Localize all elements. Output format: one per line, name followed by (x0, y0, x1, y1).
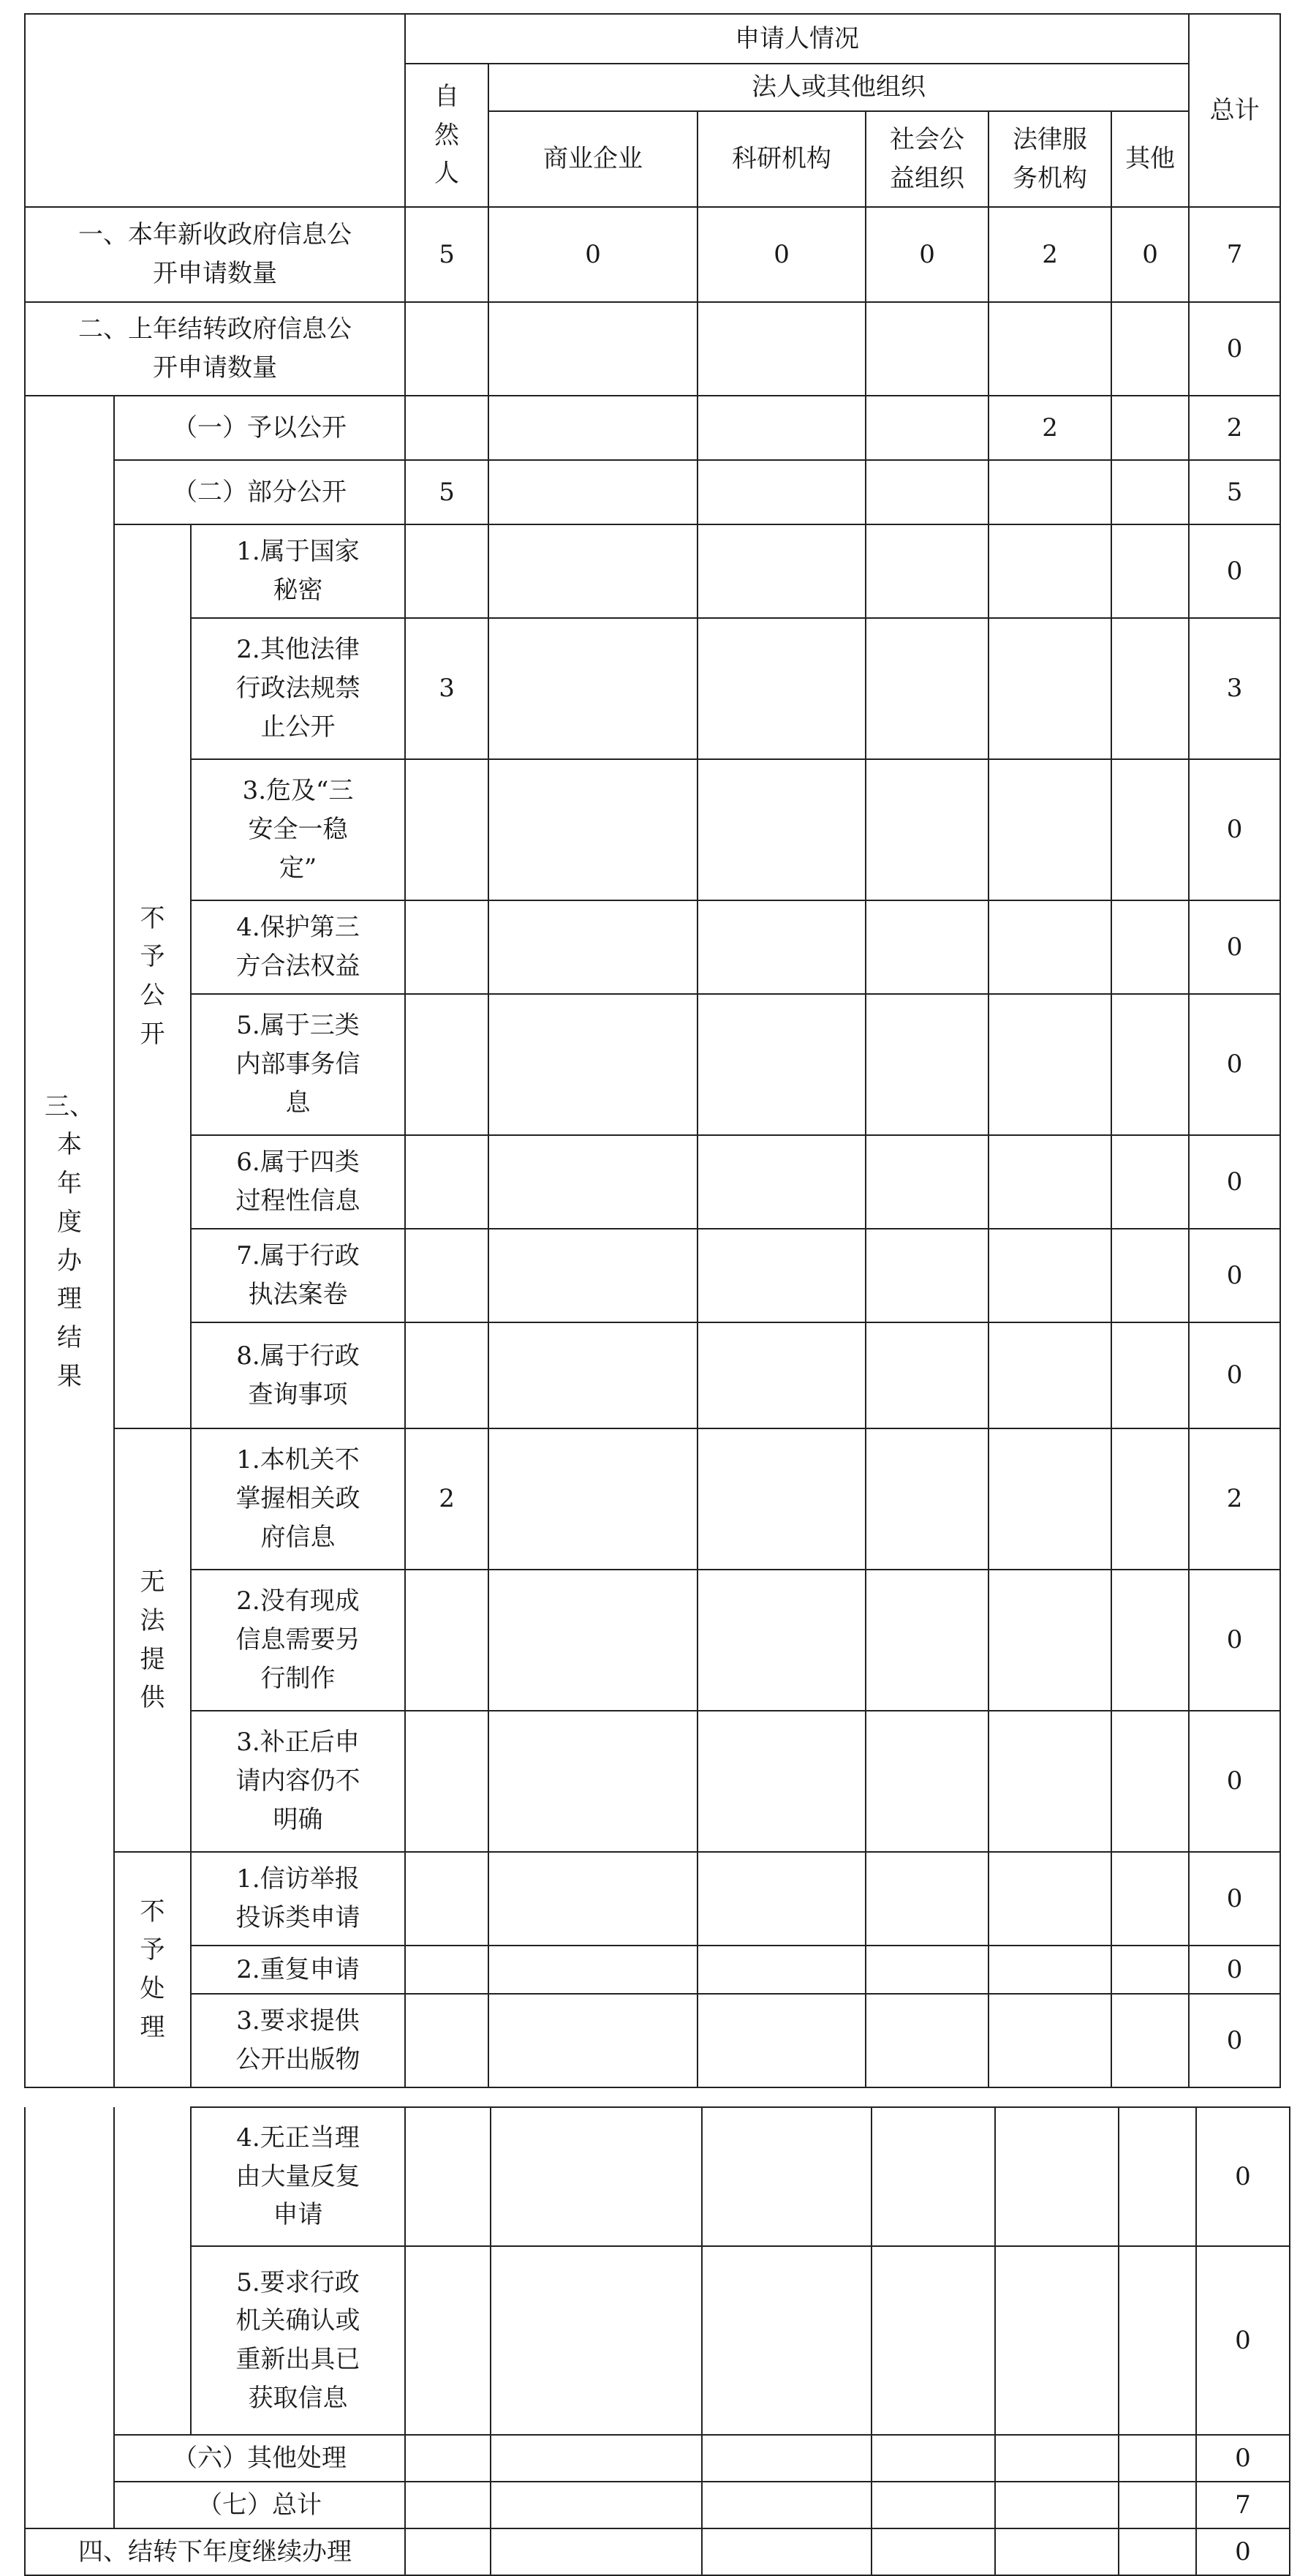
cell (988, 460, 1111, 524)
cell (491, 2482, 702, 2528)
not-process-continued-cell (114, 2107, 191, 2435)
cell: 3 (405, 618, 488, 759)
table-row (25, 618, 1280, 759)
cell (702, 2107, 872, 2246)
cell: 0 (1189, 524, 1280, 618)
cell (698, 994, 866, 1135)
cell (488, 1322, 698, 1428)
col-header-research: 科研机构 (698, 111, 866, 207)
table-row (25, 2246, 1290, 2435)
cell (866, 1229, 988, 1322)
cell (405, 524, 488, 618)
row-label-open: （一）予以公开 (114, 396, 405, 460)
cell (1111, 1570, 1189, 1711)
cell (405, 1229, 488, 1322)
cell: 0 (1196, 2246, 1290, 2435)
cell (995, 2482, 1119, 2528)
cell: 2 (988, 396, 1111, 460)
cell (698, 759, 866, 900)
cell (1111, 1135, 1189, 1229)
cell: 0 (1189, 1852, 1280, 1946)
table-row (25, 302, 1280, 396)
cell (1111, 302, 1189, 396)
cell: 0 (1111, 207, 1189, 302)
cell: 0 (1189, 1229, 1280, 1322)
cell (866, 1852, 988, 1946)
table-row (25, 524, 1280, 618)
cell: 2 (1189, 396, 1280, 460)
cell: 0 (488, 207, 698, 302)
cell (488, 1135, 698, 1229)
cell (405, 1322, 488, 1428)
cell (988, 1322, 1111, 1428)
cell (405, 2482, 491, 2528)
cell (698, 1229, 866, 1322)
cell (698, 302, 866, 396)
cell (405, 900, 488, 994)
row-label: 1.本机关不 掌握相关政 府信息 (191, 1428, 405, 1570)
cell: 0 (1189, 1711, 1280, 1852)
cell (866, 1322, 988, 1428)
cell (405, 1135, 488, 1229)
row-label: 6.属于四类 过程性信息 (191, 1135, 405, 1229)
cell (995, 2435, 1119, 2482)
cell (1119, 2107, 1196, 2246)
cell: 0 (1189, 1994, 1280, 2087)
cell: 0 (1189, 900, 1280, 994)
table-row (25, 900, 1280, 994)
cell (1111, 994, 1189, 1135)
cell (405, 2435, 491, 2482)
cell: 2 (405, 1428, 488, 1570)
cell (1111, 1946, 1189, 1994)
cell: 5 (1189, 460, 1280, 524)
cell: 0 (1196, 2528, 1290, 2575)
cell: 7 (1189, 207, 1280, 302)
cell (988, 1994, 1111, 2087)
cell (698, 618, 866, 759)
cell (488, 618, 698, 759)
cell (1111, 618, 1189, 759)
row-label: 3.危及“三 安全一稳 定” (191, 759, 405, 900)
cell (698, 1570, 866, 1711)
cell (866, 1570, 988, 1711)
cell: 0 (1196, 2435, 1290, 2482)
cell: 0 (1189, 759, 1280, 900)
cell (1111, 460, 1189, 524)
cell (1119, 2246, 1196, 2435)
natural-person-header: 自 然 人 (405, 64, 488, 207)
row-label-carried-over: 二、上年结转政府信息公 开申请数量 (25, 302, 405, 396)
cell (866, 1135, 988, 1229)
cell (491, 2107, 702, 2246)
section3-title: 三、 本 年 度 办 理 结 果 (25, 396, 114, 2087)
cell (698, 1135, 866, 1229)
cell (995, 2107, 1119, 2246)
cell: 5 (405, 460, 488, 524)
cell: 0 (1189, 994, 1280, 1135)
table-row (25, 207, 1280, 302)
table-row (25, 1711, 1280, 1852)
table-row (25, 2528, 1290, 2575)
cell (491, 2435, 702, 2482)
cell (988, 1711, 1111, 1852)
cell (702, 2482, 872, 2528)
row-label-carry-next-year: 四、结转下年度继续办理 (25, 2528, 405, 2575)
cell: 2 (988, 207, 1111, 302)
col-header-legal-service: 法律服 务机构 (988, 111, 1111, 207)
disclosure-table-part2 (24, 2106, 1290, 2576)
cell: 0 (1189, 1570, 1280, 1711)
row-label: 2.没有现成 信息需要另 行制作 (191, 1570, 405, 1711)
cell (1111, 1994, 1189, 2087)
table-row (25, 2482, 1290, 2528)
table-row (25, 460, 1280, 524)
cell (405, 1852, 488, 1946)
row-label-new-requests: 一、本年新收政府信息公 开申请数量 (25, 207, 405, 302)
table-row (25, 2435, 1290, 2482)
row-label-section-total: （七）总计 (114, 2482, 405, 2528)
cell (488, 759, 698, 900)
row-label: 7.属于行政 执法案卷 (191, 1229, 405, 1322)
cell (988, 618, 1111, 759)
cell (405, 1570, 488, 1711)
cell (491, 2528, 702, 2575)
cell (866, 759, 988, 900)
cell (405, 994, 488, 1135)
cell (866, 460, 988, 524)
table-row (25, 1570, 1280, 1711)
cell (488, 302, 698, 396)
not-process-title: 不 予 处 理 (114, 1852, 191, 2087)
row-label: 5.属于三类 内部事务信 息 (191, 994, 405, 1135)
cell (698, 900, 866, 994)
cell (988, 1570, 1111, 1711)
cell: 0 (698, 207, 866, 302)
cell (405, 2246, 491, 2435)
cell (988, 1135, 1111, 1229)
cell (872, 2528, 995, 2575)
row-label: 1.信访举报 投诉类申请 (191, 1852, 405, 1946)
legal-or-other-orgs-header: 法人或其他组织 (488, 64, 1189, 111)
cell (488, 1428, 698, 1570)
cell: 0 (1196, 2107, 1290, 2246)
cell (1119, 2528, 1196, 2575)
cell (866, 1711, 988, 1852)
cell (1111, 1711, 1189, 1852)
cell (698, 1711, 866, 1852)
cell (702, 2435, 872, 2482)
cell (698, 524, 866, 618)
cell: 5 (405, 207, 488, 302)
row-label: 2.重复申请 (191, 1946, 405, 1994)
row-label: 2.其他法律 行政法规禁 止公开 (191, 618, 405, 759)
not-open-title: 不 予 公 开 (114, 524, 191, 1428)
section3-continued-cell (25, 2107, 114, 2528)
cell (866, 1428, 988, 1570)
cell (405, 302, 488, 396)
total-column-header: 总计 (1189, 14, 1280, 207)
cell (872, 2107, 995, 2246)
row-label: 4.无正当理 由大量反复 申请 (191, 2107, 405, 2246)
cell (866, 994, 988, 1135)
cell (488, 1852, 698, 1946)
cell: 0 (1189, 302, 1280, 396)
cell (988, 1428, 1111, 1570)
table-row (25, 1428, 1280, 1570)
cell (488, 524, 698, 618)
cell (866, 396, 988, 460)
cell (698, 1322, 866, 1428)
row-label: 3.要求提供 公开出版物 (191, 1994, 405, 2087)
cell (988, 1946, 1111, 1994)
cell: 7 (1196, 2482, 1290, 2528)
cell (405, 1711, 488, 1852)
cell (698, 1852, 866, 1946)
row-label: 1.属于国家 秘密 (191, 524, 405, 618)
cell (988, 1229, 1111, 1322)
table-row (25, 759, 1280, 900)
cell: 0 (1189, 1135, 1280, 1229)
col-header-business: 商业企业 (488, 111, 698, 207)
cell (698, 460, 866, 524)
table-row (25, 1852, 1280, 1946)
cell (405, 1946, 488, 1994)
disclosure-table-part1 (24, 13, 1281, 2088)
row-label-other-processing: （六）其他处理 (114, 2435, 405, 2482)
cell (1111, 396, 1189, 460)
cell (988, 759, 1111, 900)
cell (1119, 2482, 1196, 2528)
col-header-public-welfare: 社会公 益组织 (866, 111, 988, 207)
cell (405, 759, 488, 900)
cell (1111, 1322, 1189, 1428)
cell: 0 (866, 207, 988, 302)
cell (1111, 900, 1189, 994)
cell (1111, 524, 1189, 618)
table-row (25, 396, 1280, 460)
cell (988, 994, 1111, 1135)
cell (488, 460, 698, 524)
cell (491, 2246, 702, 2435)
cell (1111, 1229, 1189, 1322)
cell (405, 2528, 491, 2575)
cell (488, 1994, 698, 2087)
cell (405, 396, 488, 460)
cannot-provide-title: 无 法 提 供 (114, 1428, 191, 1852)
row-label: 4.保护第三 方合法权益 (191, 900, 405, 994)
cell (866, 1994, 988, 2087)
cell (488, 994, 698, 1135)
cell (1119, 2435, 1196, 2482)
cell (866, 524, 988, 618)
table-row (25, 1322, 1280, 1428)
cell (988, 302, 1111, 396)
cell (488, 1946, 698, 1994)
cell (405, 1994, 488, 2087)
cell (988, 900, 1111, 994)
cell (488, 1570, 698, 1711)
row-label: 3.补正后申 请内容仍不 明确 (191, 1711, 405, 1852)
cell (1111, 759, 1189, 900)
cell (488, 1229, 698, 1322)
cell (866, 900, 988, 994)
cell (702, 2246, 872, 2435)
cell (702, 2528, 872, 2575)
cell (872, 2435, 995, 2482)
cell (488, 1711, 698, 1852)
table-row (25, 1229, 1280, 1322)
col-header-other: 其他 (1111, 111, 1189, 207)
row-label: 8.属于行政 查询事项 (191, 1322, 405, 1428)
cell (995, 2246, 1119, 2435)
cell (988, 1852, 1111, 1946)
cell (988, 524, 1111, 618)
row-label: 5.要求行政 机关确认或 重新出具已 获取信息 (191, 2246, 405, 2435)
cell (698, 1994, 866, 2087)
row-label-partial: （二）部分公开 (114, 460, 405, 524)
table-row (25, 1135, 1280, 1229)
table-row (25, 2107, 1290, 2246)
cell: 0 (1189, 1946, 1280, 1994)
cell (866, 1946, 988, 1994)
cell (866, 618, 988, 759)
cell (872, 2482, 995, 2528)
cell (872, 2246, 995, 2435)
cell (995, 2528, 1119, 2575)
cell (698, 396, 866, 460)
table-row (25, 994, 1280, 1135)
applicant-situation-header: 申请人情况 (405, 14, 1189, 64)
cell (698, 1946, 866, 1994)
table-row (25, 1946, 1280, 1994)
cell (1111, 1428, 1189, 1570)
table-row (25, 1994, 1280, 2087)
cell (488, 396, 698, 460)
cell (488, 900, 698, 994)
cell (1111, 1852, 1189, 1946)
corner-cell (25, 14, 405, 207)
cell (866, 302, 988, 396)
cell (698, 1428, 866, 1570)
cell (405, 2107, 491, 2246)
cell: 3 (1189, 618, 1280, 759)
cell: 0 (1189, 1322, 1280, 1428)
cell: 2 (1189, 1428, 1280, 1570)
